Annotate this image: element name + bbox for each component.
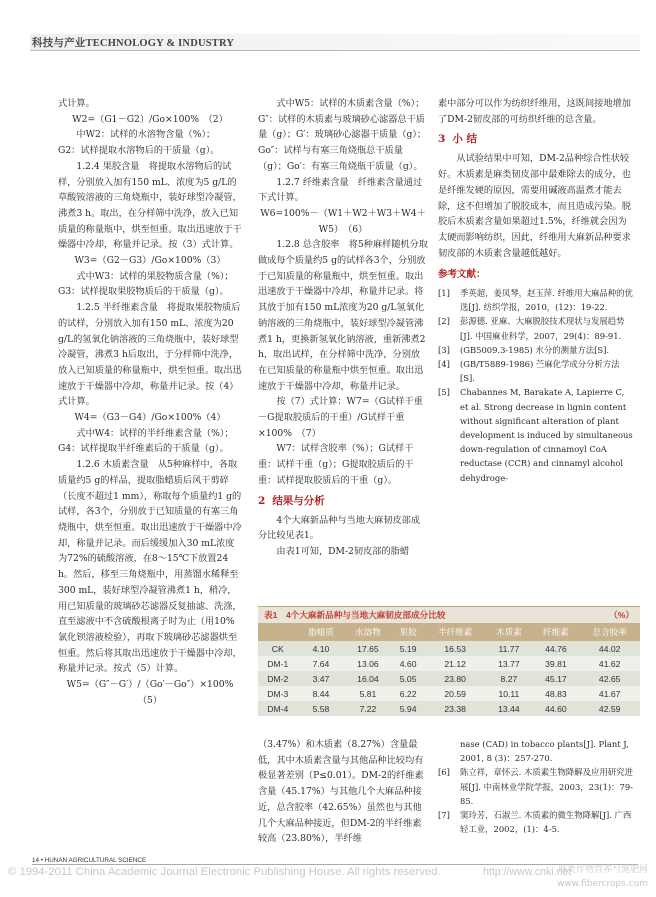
page-footer-journal: 14 • HUNAN AGRICULTURAL SCIENCE — [32, 857, 147, 864]
formula-w2: W2=（G1－G2）/Go×100% （2） — [72, 113, 228, 125]
watermark — [557, 863, 648, 891]
section-1-2-4: 1.2.4 果胶含量 将提取水溶物后的试样，分别放入加有150 mL、浓度为5 g/L的草酸铵溶液的三角烧瓶中，装好球型冷凝管，沸煮3 h。取出，在分样筛中洗净，放入已知质量的称量瓶中，烘至恒重。取出迅速放于干燥器中冷却，称量并记录。按（3）式计算。 — [58, 160, 242, 251]
references-heading: 参考文献： — [438, 269, 486, 281]
paragraph: 由表1可知，DM-2韧皮部的脂蜡 — [276, 545, 410, 557]
paragraph: W7：试样含胶率（%）；G试样干重：试样干重（g）；G提取胶质后的干重：试样提取胶质后的干重（g）。 — [258, 443, 414, 486]
table-caption-bar — [258, 606, 640, 623]
paragraph: 式计算。 — [58, 98, 95, 109]
formula-w3: W3=（G2－G3）/Go×100%（3） — [74, 255, 226, 267]
watermark-line: 麻类作物营养与施肥网 — [557, 865, 648, 875]
formula-w4: W4=（G3－G4）/Go×100%（4） — [74, 412, 226, 424]
paragraph: 4个大麻新品种与当地大麻韧皮部成分比较见表1。 — [258, 514, 421, 542]
formula-w7: 按（7）式计算：W7=（G试样干重－G提取胶质后的干重）/G试样干重×100% （7） — [258, 396, 423, 439]
table-row: DM-2 3.47 16.04 5.05 23.80 8.27 45.17 42.65 — [258, 671, 640, 686]
table-1 — [258, 606, 640, 716]
table-header-row: 脂蜡质 水溶物 果胶 半纤维素 木质素 纤维素 总含胶率 — [258, 623, 640, 641]
section-1-2-6: 1.2.6 木质素含量 从5种麻样中，各取质量约5 g的样品，提取脂蜡质后风干剪碎（长度不超过1 mm），称取每个质量约1 g的试样，各3个，分别放于已知质量的有塞三角烧瓶中，烘至恒重。取出迅速放于干燥器中冷却，称量并记录。而后缓缓加入30 mL浓度为72%的硫酸溶液，在8～15℃下放置24 h。然后，移至三角烧瓶中，用蒸馏水稀释至300 mL，装好球型冷凝管沸煮1 h，稍冷，用已知质量的玻璃砂芯滤器反复抽滤、洗涤，直至滤液中不含硫酸根离子时为止（用10%氯化钡溶液检验），再取下玻璃砂芯滤器烘至恒重。然后将其取出迅速放于干燥器中冷却，称量并记录。按式（5）计算。 — [58, 459, 242, 675]
table-row: DM-4 5.58 7.22 5.94 23.38 13.44 44.60 42.59 — [258, 701, 640, 716]
copyright-notice: © 1994-2011 China Academic Journal Electronic Publishing House. All rights reserved. — [8, 866, 441, 878]
journal-header-bar — [30, 34, 640, 51]
table-row: DM-3 8.44 5.81 6.22 20.59 10.11 48.83 41.67 — [258, 686, 640, 701]
table-row: DM-1 7.64 13.06 4.60 21.12 13.77 39.81 41.62 — [258, 656, 640, 671]
reference-item: [1] 季英超，姜凤琴，赵玉萍. 纤维用大麻品种的优选[J]. 纺织学报，2010，(12)：19-22. — [438, 288, 633, 313]
table-row: CK 4.10 17.65 5.19 16.53 11.77 44.76 44.02 — [258, 641, 640, 656]
journal-header-title: 科技与产业TECHNOLOGY & INDUSTRY — [32, 38, 235, 49]
column-middle — [258, 96, 428, 560]
paragraph: G″：试样的木质素与玻璃砂心滤器总干质量（g）；G′：玻璃砂心滤器干质量（g）；Go″：试样与有塞三角烧瓶总干质量（g）；Go′：有塞三角烧瓶干质量（g）。 — [258, 113, 427, 172]
paragraph: 素中部分可以作为纺织纤维用，这既间接地增加了DM-2韧皮部的可纺织纤维的总含量。 — [438, 98, 631, 125]
column-left — [58, 96, 242, 708]
paragraph: 中W2：试样的水溶物含量（%）； — [76, 129, 216, 141]
cnki-link[interactable]: http://www.cnki.net — [483, 866, 572, 878]
column-right — [438, 96, 634, 485]
reference-item: [6] 陈立祥，章怀云. 木质素生物降解及应用研究进展[J]. 中南林业学院学报，2003，23(1)：79-85. — [438, 767, 634, 806]
table-caption: 表1 4个大麻新品种与当地大麻韧皮部成分比较 — [264, 610, 446, 620]
paragraph: 式中W4：试样的半纤维素含量（%）；G4：试样提取半纤维素后的干质量（g）。 — [58, 427, 234, 455]
watermark-url: www.fibercrops.com — [557, 879, 648, 889]
reference-item: [2] 彭源德. 亚麻、大麻脱胶技术现状与发展趋势[J]. 中国麻业科学，2007，29(4)：89-91. — [438, 316, 625, 341]
section-title: 结果与分析 — [272, 494, 325, 507]
reference-item: [4] (GB/T5889-1986) 苎麻化学成分分析方法[S]. — [438, 359, 620, 384]
table-unit: （%） — [609, 610, 634, 620]
footer-divider — [32, 864, 638, 865]
reference-item: nase (CAD) in tobacco plants[J]. Plant J, 2001, 8 (3)：257-270. — [460, 739, 629, 764]
section-number: 3 — [438, 133, 446, 146]
paragraph: 式中W3：试样的果胶物质含量（%）；G3：试样提取果胶物质后的干质量（g）。 — [58, 270, 234, 298]
reference-item: [5] Chabannes M, Barakate A, Lapierre C, et al. Strong decrease in lignin content without significant alteration of plant development is induced by simultaneous down-regulation of cinnamoyl CoA reductase (CCR) and cinnamyl alcohol dehydroge- — [438, 387, 633, 483]
section-number: 2 — [258, 494, 266, 507]
paragraph: 式中W5：试样的木质素含量（%）； — [276, 98, 425, 109]
formula-w5: W5=（G″－G′）/（Go′－Go″）×100% （5） — [66, 679, 243, 706]
reference-item: [3] (GB5009.3-1985) 水分的测量方法[S]. — [438, 344, 610, 355]
paragraph: G2：试样提取水溶物后的干质量（g）。 — [58, 145, 220, 157]
section-title: 小 结 — [452, 133, 477, 146]
formula-w6: W6=100%－（W1＋W2＋W3＋W4＋W5） （6） — [260, 207, 426, 235]
section-1-2-8: 1.2.8 总含胶率 将5种麻样随机分取做成每个质量约5 g的试样各3个，分别放于已知质量的称量瓶中，烘至恒重。取出迅速放于干燥器中冷却，称量并记录。将其放于加有150 mL浓度为20 g/L氢氧化钠溶液的三角烧瓶中，装好球型冷凝管沸煮1 h，更换新氢氧化钠溶液，重新沸煮2 h，取出试样，在分样筛中洗净，分别放在已知质量的称量瓶中烘至恒重。取出迅速放于干燥器中冷却，称量并记录。 — [258, 239, 428, 392]
paragraph: （3.47%）和木质素（8.27%）含量最低，其中木质素含量与其他品种比较均有极显著差别（P≤0.01）。DM-2的纤维素含量（45.17%）与其他几个大麻品种接近，总含胶率（42.65%）虽然也与其他几个大麻品种接近，但DM-2的半纤维素较高（23.80%），半纤维 — [258, 739, 424, 845]
section-heading-2 — [258, 494, 428, 509]
section-heading-3 — [438, 132, 634, 147]
reference-item: [7] 窦玲芳，石淑兰. 木质素的微生物降解[J]. 广西轻工业，2002，(1)：4-5. — [438, 810, 632, 835]
paragraph: 从试验结果中可知，DM-2品种综合性状较好。木质素是麻类韧皮部中最难除去的成分，也是纤维发硬的原因，需要用碱液高温煮才能去除，这不但增加了脱胶成本，而且造成污染。脱胶后木质素含量如果超过1.5%，纤维就会因为太硬而影响纺织，因此，纤维用大麻新品种要求韧皮部的木质素含量越低越好。 — [438, 153, 631, 259]
references-continued — [438, 737, 634, 836]
column-middle-continued — [258, 737, 428, 847]
section-1-2-5: 1.2.5 半纤维素含量 将提取果胶物质后的试样，分别放入加有150 mL、浓度为20 g/L的氢氧化钠溶液的三角烧瓶中，装好球型冷凝管，沸煮3 h后取出，于分样筛中洗净，放入已知质量的称量瓶中，烘至恒重。取出迅速放于干燥器中冷却，称量并记录。按（4）式计算。 — [58, 302, 242, 408]
section-1-2-7: 1.2.7 纤维素含量 纤维素含量通过下式计算。 — [258, 176, 423, 204]
